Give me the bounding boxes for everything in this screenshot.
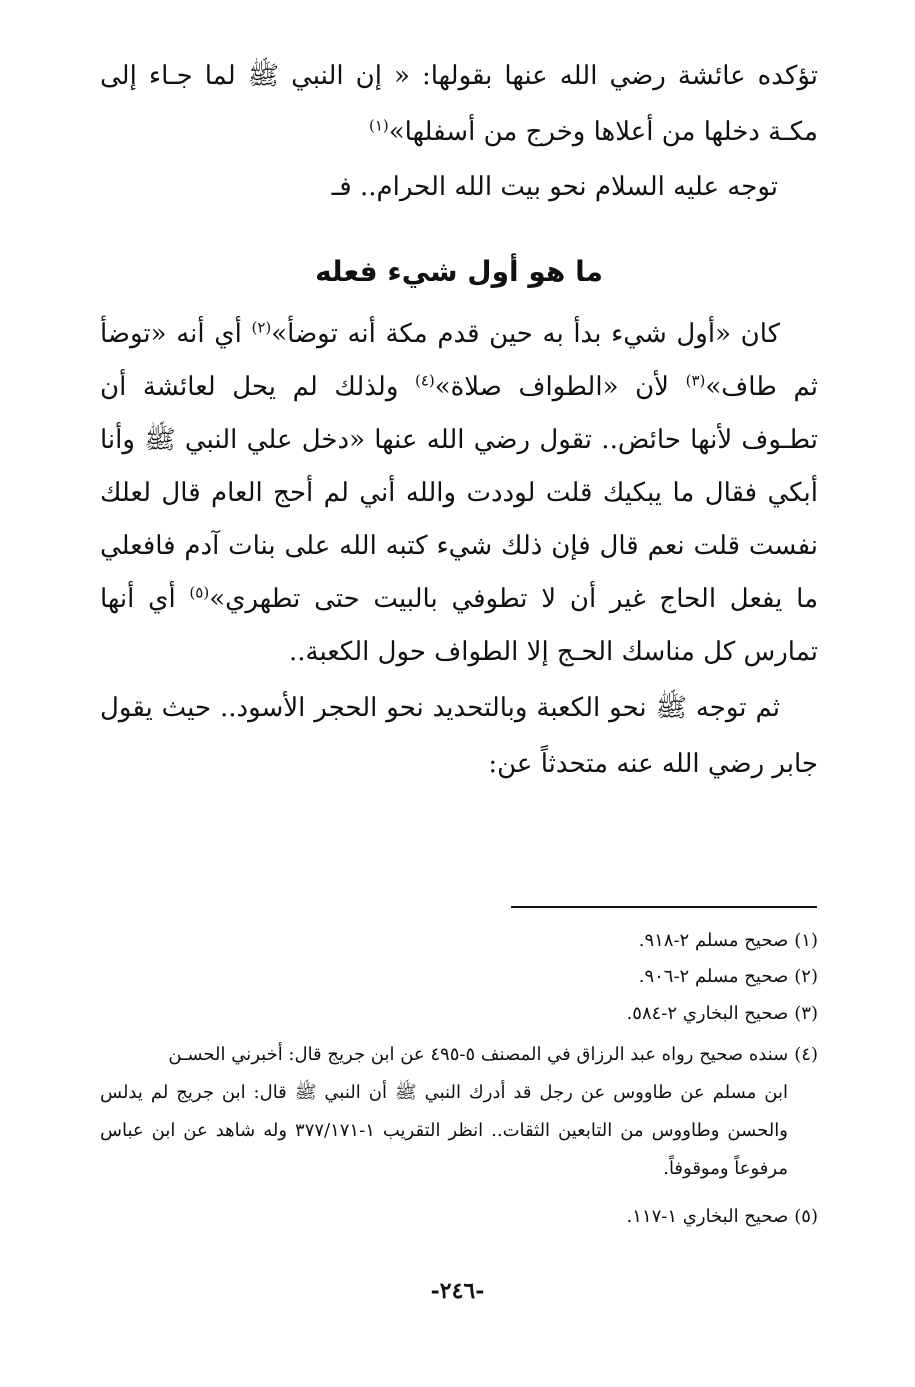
section-heading: ما هو أول شيء فعله — [315, 255, 603, 288]
footnote-ref-3[interactable]: (٣) — [685, 371, 706, 390]
footnote-text-first: سنده صحيح رواه عبد الرزاق في المصنف ٥-٤٩٥ عن ابن جريج قال: أخبرني الحسـن — [168, 1044, 789, 1065]
footnote-ref-2[interactable]: (٢) — [251, 318, 272, 337]
paragraph-text-c: لأن «الطواف صلاة» — [434, 372, 686, 402]
footnote-number: (١) — [794, 930, 818, 951]
footnote-number: (٤) — [794, 1044, 818, 1065]
paragraph-black-stone — [100, 680, 818, 792]
footnote-number: (٣) — [794, 1003, 818, 1024]
paragraph-toward-kaaba — [100, 160, 818, 214]
footnote-number: (٢) — [794, 966, 818, 987]
paragraph-text: توجه عليه السلام نحو بيت الله الحرام.. فـ — [331, 172, 778, 202]
paragraph-first-act — [100, 308, 818, 679]
footnote-text: صحيح البخاري ١-١١٧. — [626, 1206, 789, 1227]
paragraph-text-b: أي أنه «توضأ ثم طاف» — [100, 319, 819, 402]
footnote-ref-4[interactable]: (٤) — [414, 371, 435, 390]
paragraph-aisha-quote — [100, 48, 818, 160]
footnote-4 — [100, 1036, 818, 1188]
footnote-3 — [100, 995, 818, 1033]
paragraph-text-a: كان «أول شيء بدأ به حين قدم مكة أنه توضأ» — [271, 319, 781, 349]
paragraph-text-d: ولذلك لم يحل لعائشة أن تطـوف لأنها حائض.. تقول رضي الله عنها «دخل علي النبي ﷺ وأنا أبكي فقال ما يبكيك قلت لوددت والله أني لم أحج العام قال لعلك نفست قلت نعم قال فإن ذلك شيء كتبه الله على بنات آدم فافعلي ما يفعل الحاج غير أن لا تطوفي بالبيت حتى تطهري» — [100, 372, 818, 614]
footnote-ref-5[interactable]: (٥) — [189, 583, 210, 602]
paragraph-text-e: أي أنها تمارس كل مناسك الحـج إلا الطواف حول الكعبة.. — [100, 584, 818, 667]
footnote-text-rest: ابن مسلم عن طاووس عن رجل قد أدرك النبي ﷺ أن النبي ﷺ قال: ابن جريج لم يدلس والحسن وطاووس من التابعين الثقات.. انظر التقريب ١-٣٧٧/١٧١ وله شاهد عن ابن عباس مرفوعاً وموقوفاً. — [100, 1082, 788, 1179]
footnote-ref-1[interactable]: (١) — [368, 116, 389, 135]
page-number: -٢٤٦- — [430, 1278, 485, 1304]
paragraph-text: ثم توجه ﷺ نحو الكعبة وبالتحديد نحو الحجر الأسود.. حيث يقول جابر رضي الله عنه متحدثاً عن: — [100, 693, 818, 779]
footnote-number: (٥) — [794, 1206, 818, 1227]
footnote-text: صحيح البخاري ٢-٥٨٤. — [626, 1003, 789, 1024]
footnote-divider — [511, 906, 817, 908]
footnote-1 — [100, 922, 818, 960]
paragraph-text: تؤكده عائشة رضي الله عنها بقولها: « إن النبي ﷺ لما جـاء إلى مكـة دخلها من أعلاها وخرج من أسفلها» — [100, 61, 818, 147]
footnote-2 — [100, 958, 818, 996]
footnote-text: صحيح مسلم ٢-٩٠٦. — [638, 966, 789, 987]
footnote-5 — [100, 1198, 818, 1236]
footnote-text: صحيح مسلم ٢-٩١٨. — [638, 930, 789, 951]
